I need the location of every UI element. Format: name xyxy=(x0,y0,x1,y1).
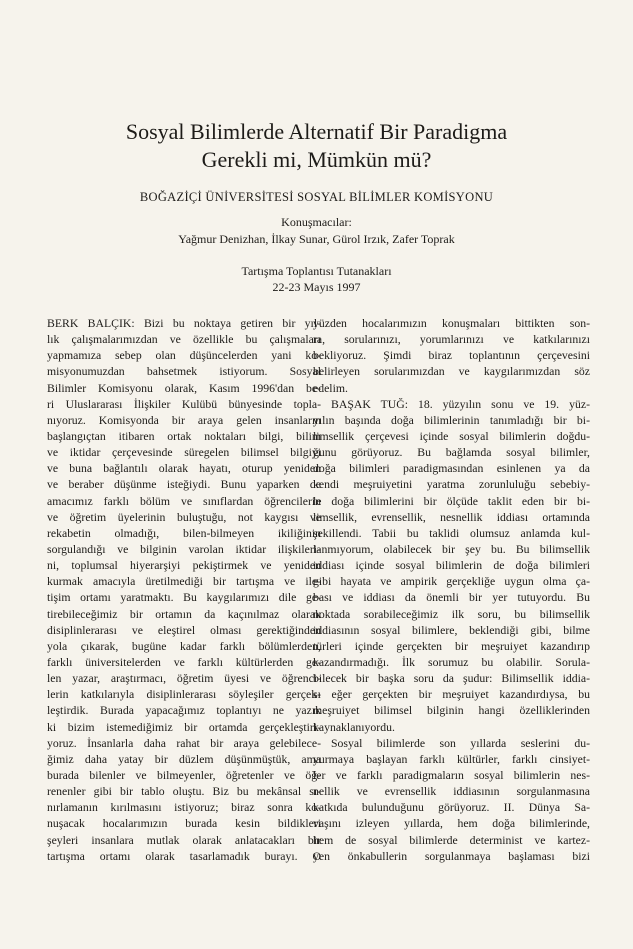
right-column xyxy=(313,316,590,865)
text-line: kaynaklanıyordu. xyxy=(313,720,395,734)
text-line: edelim. xyxy=(313,381,348,395)
text-line: yapmamıza sebep olan düşüncelerden yani ko- xyxy=(47,349,321,363)
text-line: hem de sosyal bilimlerde determinist ve kartez- xyxy=(313,833,590,847)
speakers-label: Konuşmacılar: xyxy=(281,215,352,229)
text-line: kazandırmadığı. İlk sorumuz bu olabilir. Sorula- xyxy=(313,655,590,669)
text-line: kurmak amacıyla üretilmediği bir tartışma ve ile- xyxy=(47,575,321,589)
title-line-1: Sosyal Bilimlerde Alternatif Bir Paradigma xyxy=(125,119,508,144)
text-line: lanmıyorum, olabilecek bir şey bu. Bu bilimsellik xyxy=(313,542,590,556)
text-line: gibi hayata ve ampirik gerçekliğe uygun olma ça- xyxy=(313,575,590,589)
text-line: lık çalışmalarımızdan ve özellikle bu çalışmaları xyxy=(47,333,321,347)
text-line: kendi meşruiyetini yaratma zorunluluğu sebebiy- xyxy=(313,478,590,492)
text-line: yüzden hocalarımızın konuşmaları bittikten son- xyxy=(313,317,590,330)
text-line: len yazar, araştırmacı, öğretim üyesi ve öğrenci- xyxy=(47,672,321,686)
text-line: ve beraber düşünme isteğiydi. Bunu yaparken de xyxy=(47,478,321,492)
text-line: le doğa bilimlerini bir ölçüde taklit eden bir bi- xyxy=(313,494,590,508)
text-line: limsellik, evrensellik, nesnellik iddiası ortamında xyxy=(313,510,590,524)
text-line: vaşını izleyen yıllarda, hem doğa bilimlerinde, xyxy=(313,817,590,831)
text-line: türleri içinde gerçekten bir meşruiyet kazandırıp xyxy=(313,639,590,653)
text-line: şeyleri insanlara mutlak olarak anlatacakları bir xyxy=(47,833,321,847)
text-line: yen önkabullerin sorgulanmaya başlaması bizi xyxy=(313,849,590,863)
text-line: nırlamanın kırılmasını istiyoruz; biraz sonra ko- xyxy=(47,801,321,815)
committee-name: BOĞAZİÇİ ÜNİVERSİTESİ SOSYAL BİLİMLER KOMİSYONU xyxy=(139,190,494,204)
text-line: amacımız farklı bölüm ve sınıflardan öğrencilerin xyxy=(47,494,321,508)
text-line: tartışma ortamı olarak tasarlamadık burayı. O xyxy=(47,849,321,863)
text-line: ve iktidar çerçevesinde süregelen bilimsel bilgiyi xyxy=(47,446,321,460)
text-line: Bilimler Komisyonu olarak, Kasım 1996'dan be- xyxy=(47,381,321,395)
text-line: ler ve farklı paradigmaların sosyal bilimlerin nes- xyxy=(313,768,590,782)
speakers-list: Yağmur Denizhan, İlkay Sunar, Gürol Irzık, Zafer Toprak xyxy=(178,232,455,246)
text-line: bekliyoruz. Şimdi biraz toplantının çerçevesini xyxy=(313,349,590,363)
text-line: sorgulandığı ve bilginin varolan iktidar ilişkileri- xyxy=(47,542,321,556)
text-line: ri Uluslararası İlişkiler Kulübü bünyesinde topla- xyxy=(47,397,321,411)
text-line: renenler gibi bir tablo oluştu. Biz bu mekânsal sı- xyxy=(47,785,321,799)
text-line: disiplinlerarası ve eleştirel olması gerektiğinden xyxy=(47,623,321,637)
text-line: ki bizim istemediğimiz bir ortamda gerçekleştiri- xyxy=(47,720,321,734)
text-line: meşruiyet bilimsel bilginin hangi özelliklerinden xyxy=(313,704,590,718)
text-line: belirleyen sorularımızdan ve kaygılarımızdan söz xyxy=(313,365,590,379)
text-line: ğimiz daha yatay bir düzlem düşünmüştük, ama xyxy=(47,752,321,766)
text-line: doğa bilimleri paradigmasından esinlenen ya da xyxy=(313,462,590,476)
meeting-date: 22-23 Mayıs 1997 xyxy=(272,280,361,294)
text-line: yoruz. İnsanlarla daha rahat bir araya gelebilece- xyxy=(47,736,321,750)
text-line: nellik ve evrensellik iddiasının sorgulanmasına xyxy=(313,785,590,799)
page-title xyxy=(0,118,633,174)
text-line: lerin katkılarıyla disiplinlerarası söyleşiler gerçek- xyxy=(47,688,321,702)
meeting-title: Tartışma Toplantısı Tutanakları xyxy=(241,264,392,278)
text-line: şekillendi. Tabii bu taklidi olumsuz anlamda kul- xyxy=(313,526,590,540)
text-line: yola çıkarak, bugüne kadar farklı bölümlerden, xyxy=(47,639,321,653)
title-line-2: Gerekli mi, Mümkün mü? xyxy=(201,147,432,172)
text-line: ni, toplumsal hiyerarşiyi pekiştirmek ve yeniden xyxy=(47,559,321,573)
text-line: ve buna bağlantılı olarak hayatı, oturup yeniden xyxy=(47,462,321,476)
text-line: sı eğer gerçekten bir meşruiyet kazandırdıysa, bu xyxy=(313,688,590,702)
text-line: noktada sorabileceğimiz ilk soru, bu bilimsellik xyxy=(313,607,590,621)
text-line: BERK BALÇIK: Bizi bu noktaya getiren bir yıl- xyxy=(47,317,321,330)
text-line: ve öğretim üyelerinin buluştuğu, not kaygısı ve xyxy=(47,510,321,524)
text-line: yılın başında doğa bilimlerinin tanımladığı bir bi- xyxy=(313,413,590,427)
meeting-info xyxy=(0,263,633,295)
text-line: nuşacak hocalarımızın burada kesin bildikleri xyxy=(47,817,321,831)
text-line: misyonumuzdan bahsetmek istiyorum. Sosyal xyxy=(47,365,321,379)
left-column xyxy=(47,316,321,865)
text-line: rekabetin olmadığı, bilen-bilmeyen ikiliğinin xyxy=(47,526,321,540)
text-line: burada bilenler ve bilmeyenler, öğretenler ve öğ- xyxy=(47,768,321,782)
text-line: iddiasının sosyal bilimlere, beklendiği gibi, bilme xyxy=(313,623,590,637)
text-line: ra, sorularınızı, yorumlarınızı ve katkılarınızı xyxy=(313,333,590,347)
text-line: ğunu görüyoruz. Bu bağlamda sosyal bilimler, xyxy=(313,446,590,460)
text-line: başlangıçtan itibaren ortak noktaları bilgi, bilim xyxy=(47,429,321,443)
text-line: Sosyal bilimlerde son yıllarda seslerini du- xyxy=(331,736,590,750)
text-line: tirebileceğimiz bir ortamın da kaçınılmaz olarak xyxy=(47,607,321,621)
text-line: leştirdik. Burada yapacağımız toplantıyı ne yazık xyxy=(47,704,321,718)
text-line: bası ve iddiası da önemli bir yer tutuyordu. Bu xyxy=(313,591,590,605)
text-line: farklı üniversitelerden ve farklı kültürlerden ge- xyxy=(47,655,321,669)
text-line: BAŞAK TUĞ: 18. yüzyılın sonu ve 19. yüz- xyxy=(331,397,590,411)
text-line: limsellik çerçevesi içinde sosyal bilimlerin doğdu- xyxy=(313,429,590,443)
text-line: nıyoruz. Komisyonda bir araya gelen insanların xyxy=(47,413,321,427)
text-line: yurmaya başlayan farklı kültürler, farklı cinsiyet- xyxy=(313,752,590,766)
text-line: bilecek bir başka soru da şudur: Bilimsellik iddia- xyxy=(313,672,590,686)
text-line: katkıda bulunduğunu görüyoruz. II. Dünya Sa- xyxy=(313,801,590,815)
text-line: tişim ortamı yaratmaktı. Bu kaygılarımızı dile ge- xyxy=(47,591,321,605)
text-line: iddiası içinde sosyal bilimlerin de doğa bilimleri xyxy=(313,559,590,573)
